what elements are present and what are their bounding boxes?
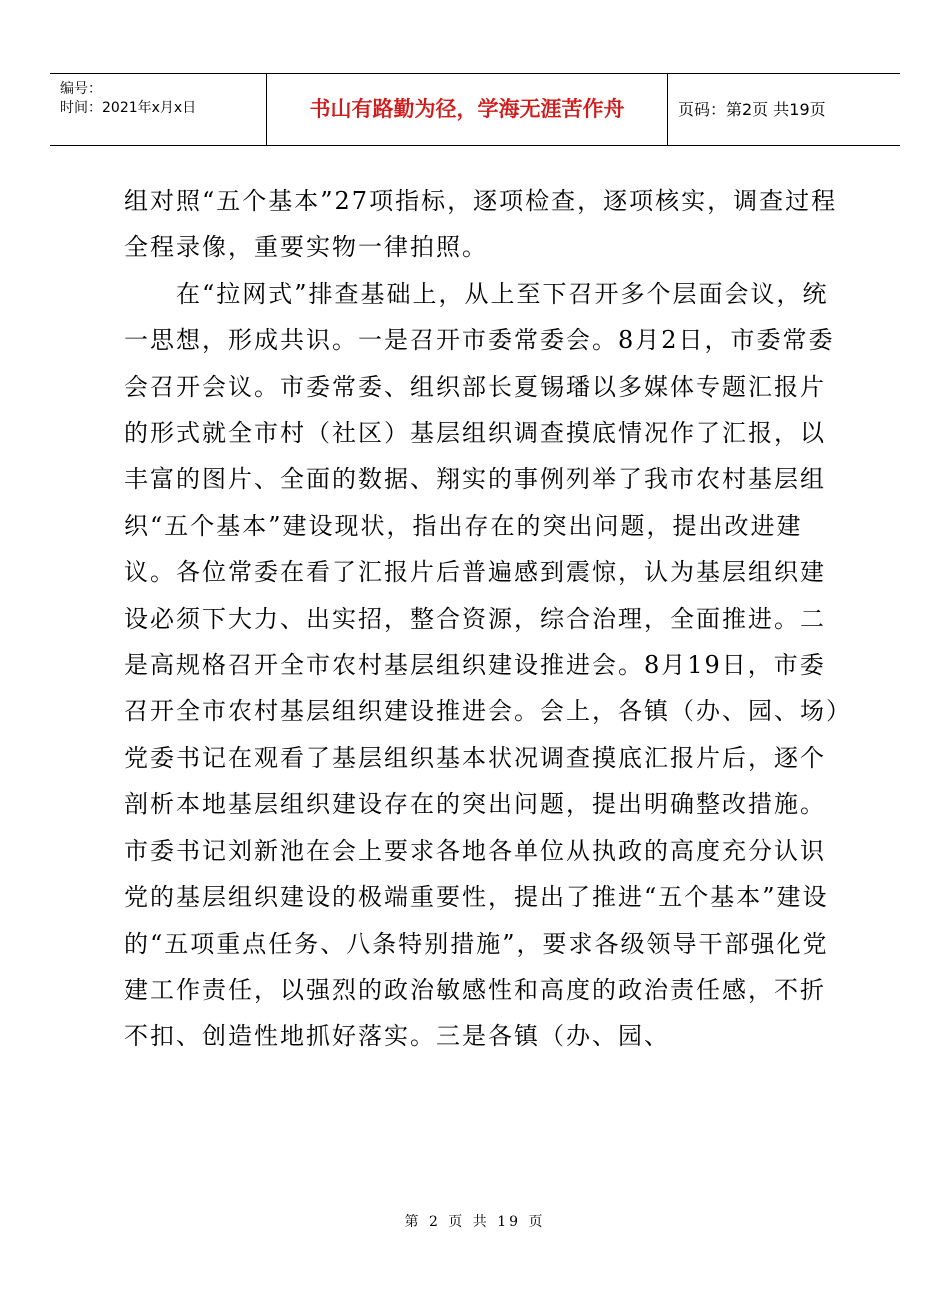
page-footer: 第 2 页 共 19 页 [404,1214,546,1230]
header-meta [50,74,266,145]
paragraph: 在“拉网式”排查基础上，从上至下召开多个层面会议，统一思想，形成共识。一是召开市委常委会。8月2日，市委常委会召开会议。市委常委、组织部长夏锡璠以多媒体专题汇报片的形式就全市村（社区）基层组织调查摸底情况作了汇报，以丰富的图片、全面的数据、翔实的事例列举了我市农村基层组织“五个基本”建设现状，指出存在的突出问题，提出改进建议。各位常委在看了汇报片后普遍感到震惊，认为基层组织建设必须下大力、出实招，整合资源，综合治理，全面推进。二是高规格召开全市农村基层组织建设推进会。8月19日，市委召开全市农村基层组织建设推进会。会上，各镇（办、园、场）党委书记在观看了基层组织基本状况调查摸底汇报片后，逐个剖析本地基层组织建设存在的突出问题，提出明确整改措施。市委书记刘新池在会上要求各地各单位从执政的高度充分认识党的基层组织建设的极端重要性，提出了推进“五个基本”建设的“五项重点任务、八条特别措施”，要求各级领导干部强化党建工作责任，以强烈的政治敏感性和高度的政治责任感，不折不扣、创造性地抓好落实。三是各镇（办、园、 [124,279,840,1051]
header-motto: 书山有路勤为径，学海无涯苦作舟 [309,97,625,121]
page-header [50,73,900,146]
document-number-label: 编号： [60,81,102,97]
header-page-info: 页码：第2页 共19页 [678,100,826,119]
paragraph: 组对照“五个基本”27项指标，逐项检查，逐项核实，调查过程全程录像，重要实物一律拍照。 [124,187,838,262]
document-body [124,178,844,1060]
document-time-label: 时间：2021年x月x日 [60,100,197,116]
